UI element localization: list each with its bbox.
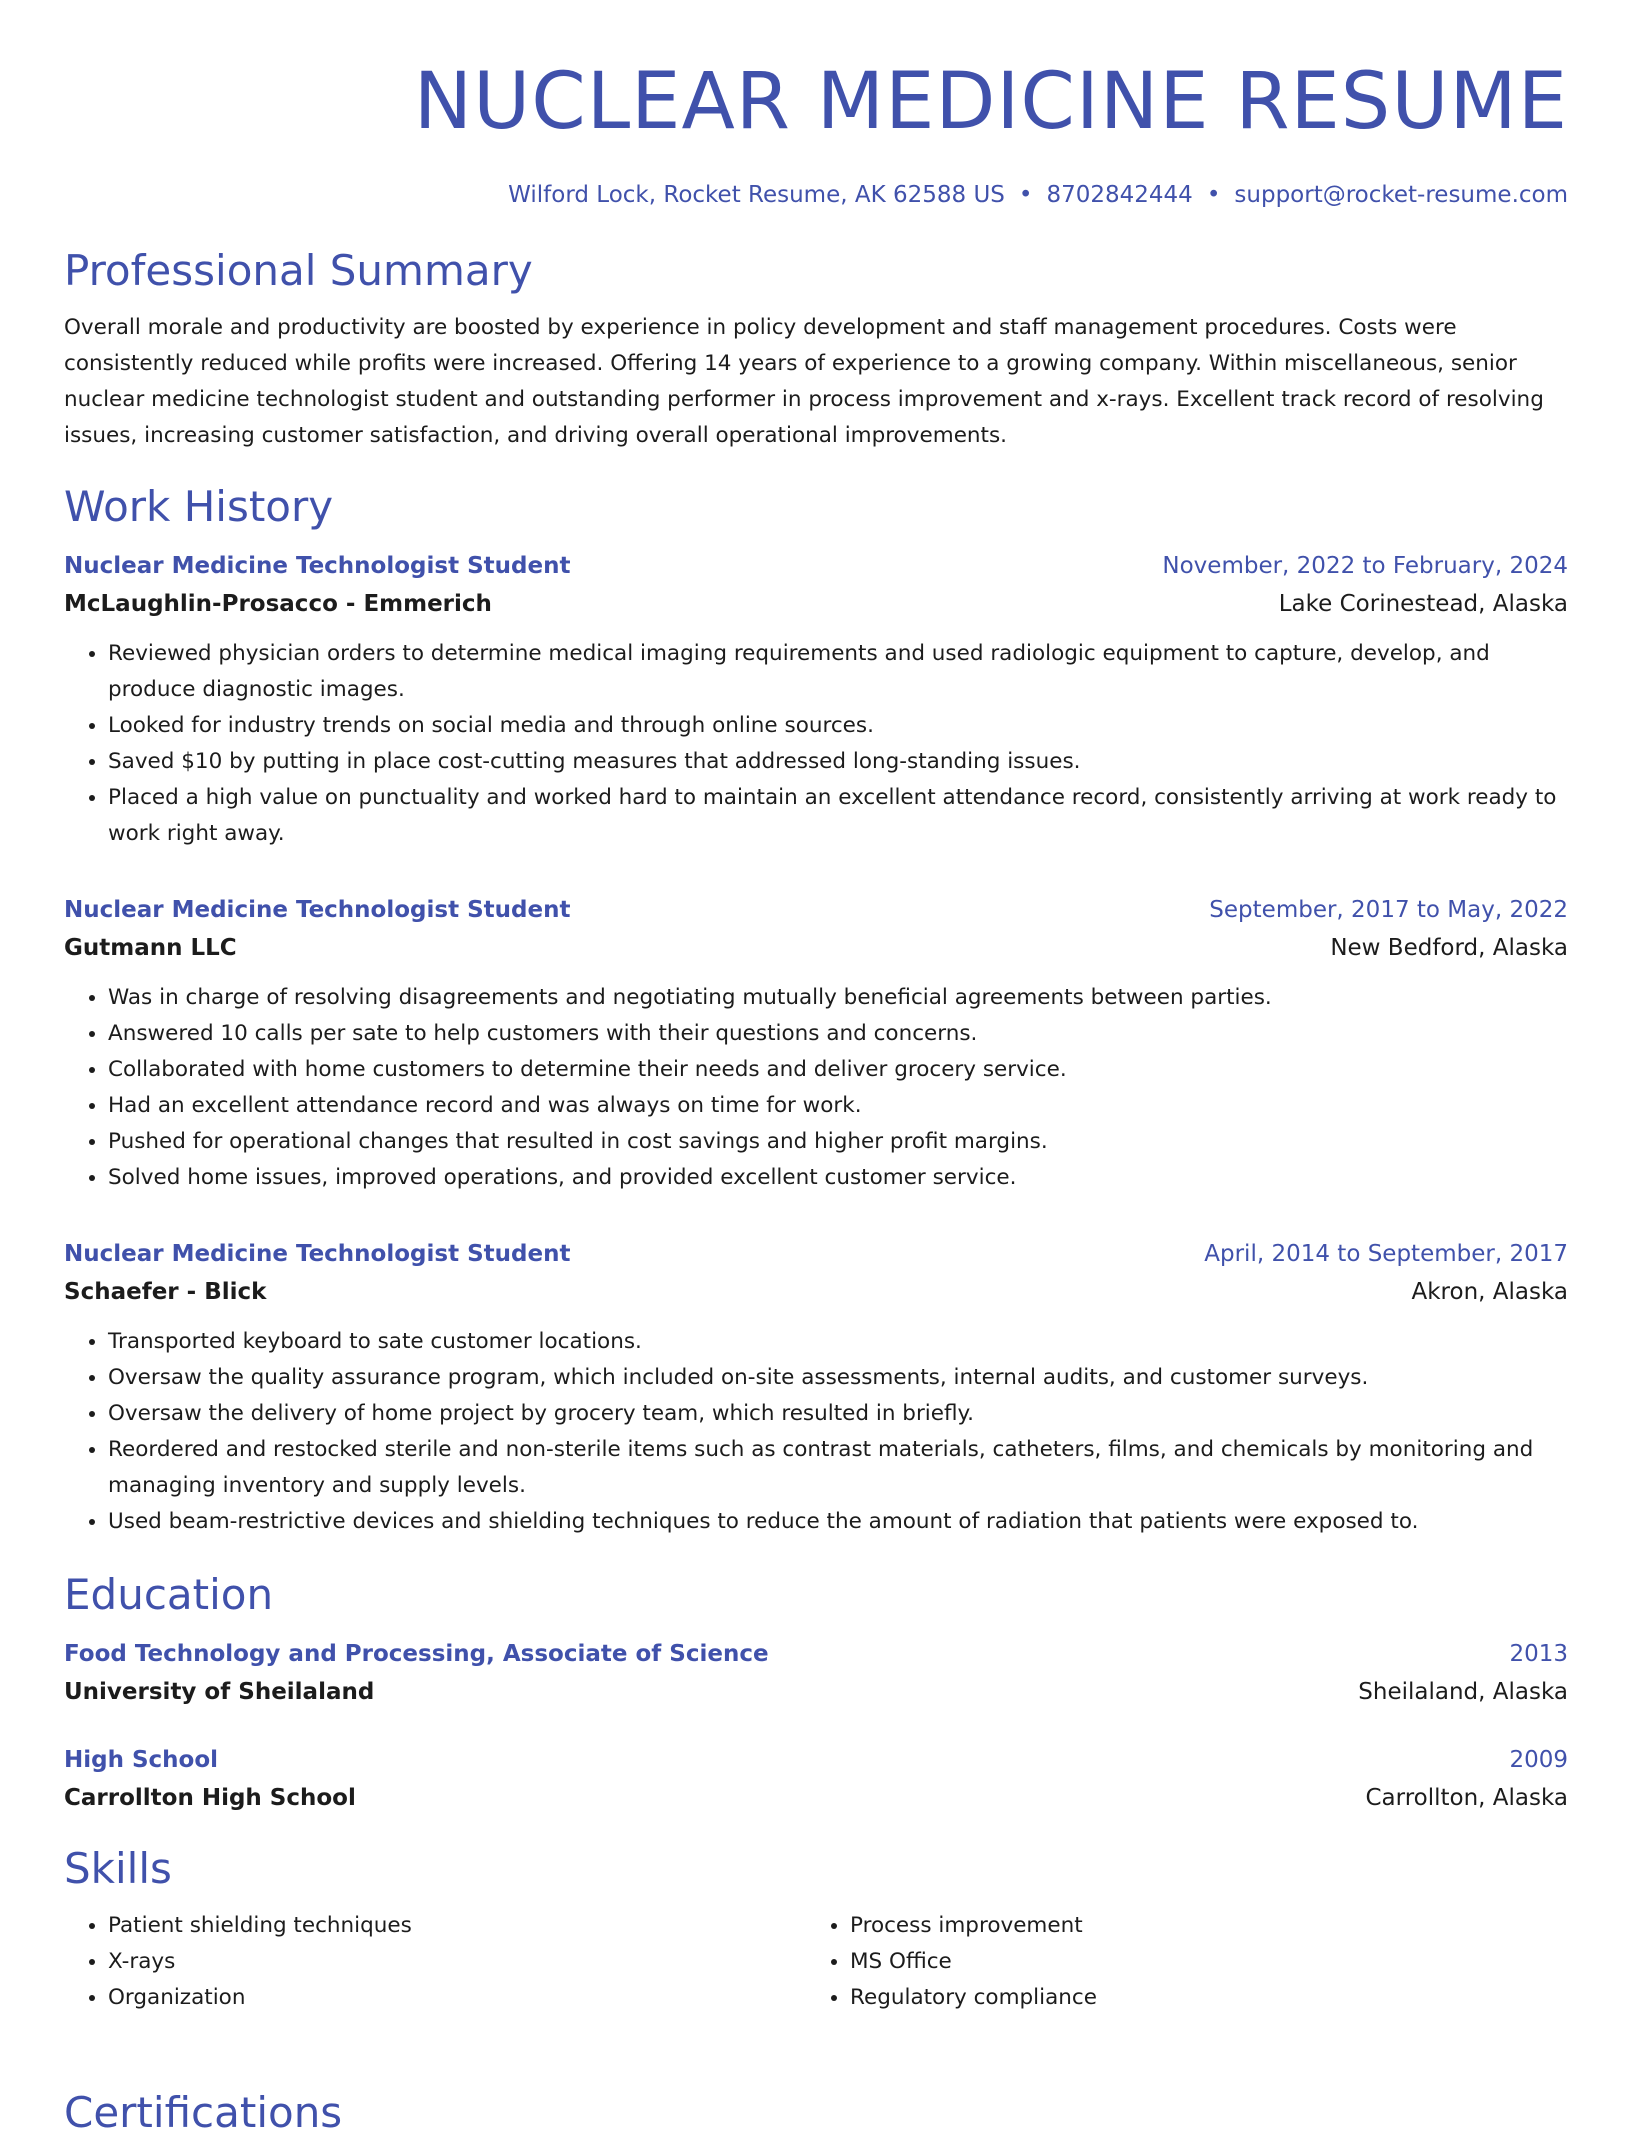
contact-email[interactable]: support@rocket-resume.com [1234, 182, 1568, 208]
job-bullet: • Oversaw the quality assurance program, which included on-site assessments, internal audits, and customer surveys. [108, 1360, 1568, 1396]
job-dates: September, 2017 to May, 2022 [1209, 897, 1568, 923]
education-entry [64, 1742, 1568, 1818]
job-bullet: • Used beam-restrictive devices and shielding techniques to reduce the amount of radiation that patients were exposed to. [108, 1504, 1568, 1540]
job-bullet: • Reordered and restocked sterile and non-sterile items such as contrast materials, catheters, films, and chemicals by monitoring and managing inventory and supply levels. [108, 1432, 1568, 1504]
skill-item: • Patient shielding techniques [108, 1908, 806, 1944]
job-company: McLaughlin-Prosacco - Emmerich [64, 591, 492, 617]
job-bullet: • Transported keyboard to sate customer locations. [108, 1324, 1568, 1360]
job-location: Akron, Alaska [1411, 1279, 1568, 1305]
job-company: Schaefer - Blick [64, 1279, 267, 1305]
skills-section-title: Skills [64, 1844, 172, 1893]
education-year: 2013 [1509, 1641, 1568, 1667]
contact-separator: • [1206, 182, 1221, 208]
resume-title: NUCLEAR MEDICINE RESUME [413, 57, 1568, 147]
education-entry [64, 1636, 1568, 1712]
education-section-title: Education [64, 1570, 274, 1619]
skill-item: • Organization [108, 1980, 806, 2016]
job-bullets [64, 980, 1568, 1196]
education-location: Sheilaland, Alaska [1358, 1679, 1568, 1705]
job-bullet: • Had an excellent attendance record and was always on time for work. [108, 1088, 1568, 1124]
contact-address: Wilford Lock, Rocket Resume, AK 62588 US [508, 182, 1005, 208]
skills-grid [64, 1908, 1568, 2016]
next-section-title-cut-off: Certifications [64, 2088, 343, 2137]
skill-item: • MS Office [850, 1944, 1548, 1980]
summary-text: Overall morale and productivity are boosted by experience in policy development and staff management procedures. Costs were consistently reduced while profits were increased. Offering 14 years of experience to a growing company. Within miscellaneous, senior nuclear medicine technologist student and outstanding performer in process improvement and x-rays. Excellent track record of resolving issues, increasing customer satisfaction, and driving overall operational improvements. [64, 315, 1544, 448]
skill-item: • X-rays [108, 1944, 806, 1980]
education-degree: High School [64, 1747, 219, 1773]
skill-item: • Regulatory compliance [850, 1980, 1548, 2016]
education-degree: Food Technology and Processing, Associate of Science [64, 1641, 769, 1667]
job-bullets [64, 1324, 1568, 1540]
job-bullet: • Looked for industry trends on social media and through online sources. [108, 708, 1568, 744]
job-bullets [64, 636, 1568, 852]
education-school: University of Sheilaland [64, 1679, 375, 1705]
job-title: Nuclear Medicine Technologist Student [64, 1241, 571, 1267]
skills-column-right [806, 1908, 1548, 2016]
work-history-section-title: Work History [64, 482, 334, 531]
resume-header [64, 0, 1568, 210]
job-location: Lake Corinestead, Alaska [1278, 591, 1568, 617]
education-year: 2009 [1509, 1747, 1568, 1773]
job-location: New Bedford, Alaska [1330, 935, 1568, 961]
skills-column-left [64, 1908, 806, 2016]
summary-section-title: Professional Summary [64, 246, 533, 295]
job-bullet: • Reviewed physician orders to determine medical imaging requirements and used radiologic equipment to capture, develop, and produce diagnostic images. [108, 636, 1568, 708]
job-bullet: • Collaborated with home customers to determine their needs and deliver grocery service. [108, 1052, 1568, 1088]
job-entry [64, 1236, 1568, 1540]
job-entry [64, 892, 1568, 1196]
job-bullet: • Answered 10 calls per sate to help customers with their questions and concerns. [108, 1016, 1568, 1052]
job-title: Nuclear Medicine Technologist Student [64, 553, 571, 579]
job-bullet: • Was in charge of resolving disagreements and negotiating mutually beneficial agreements between parties. [108, 980, 1568, 1016]
skill-item: • Process improvement [850, 1908, 1548, 1944]
job-title: Nuclear Medicine Technologist Student [64, 897, 571, 923]
education-location: Carrollton, Alaska [1365, 1785, 1568, 1811]
job-bullet: • Saved $10 by putting in place cost-cutting measures that addressed long-standing issues. [108, 744, 1568, 780]
job-bullet: • Placed a high value on punctuality and worked hard to maintain an excellent attendance record, consistently arriving at work ready to work right away. [108, 780, 1568, 852]
contact-line [64, 180, 1568, 210]
contact-phone: 8702842444 [1046, 182, 1193, 208]
job-dates: April, 2014 to September, 2017 [1204, 1241, 1568, 1267]
education-school: Carrollton High School [64, 1785, 356, 1811]
job-bullet: • Oversaw the delivery of home project by grocery team, which resulted in briefly. [108, 1396, 1568, 1432]
job-company: Gutmann LLC [64, 935, 237, 961]
job-bullet: • Pushed for operational changes that resulted in cost savings and higher profit margins. [108, 1124, 1568, 1160]
job-entry [64, 548, 1568, 852]
job-dates: November, 2022 to February, 2024 [1162, 553, 1568, 579]
contact-separator: • [1018, 182, 1033, 208]
job-bullet: • Solved home issues, improved operations, and provided excellent customer service. [108, 1160, 1568, 1196]
